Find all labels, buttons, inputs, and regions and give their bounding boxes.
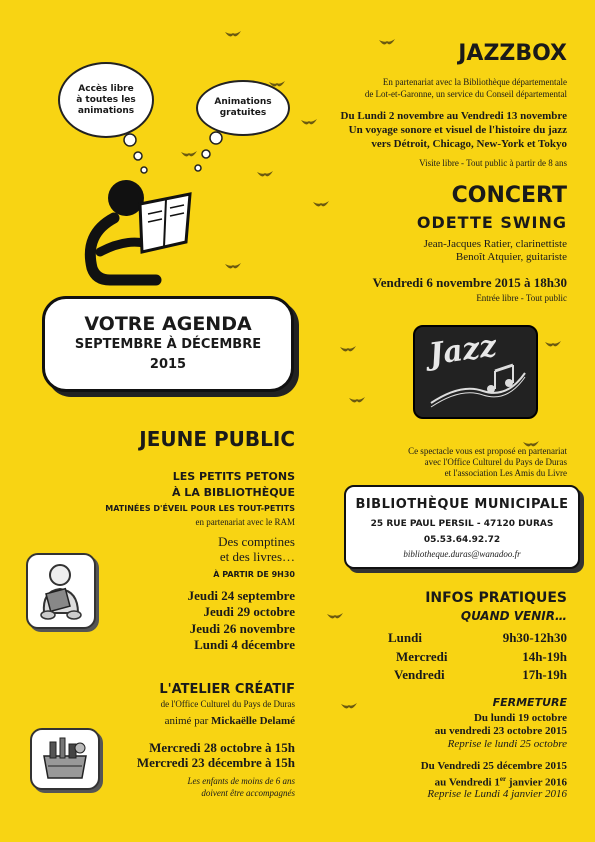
jazzbox-title: JAZZBOX bbox=[458, 41, 567, 66]
bird-icon bbox=[378, 38, 396, 48]
library-name: BIBLIOTHÈQUE MUNICIPALE bbox=[355, 497, 569, 512]
concert-subtitle: ODETTE SWING bbox=[416, 213, 567, 232]
jazz-logo bbox=[413, 325, 538, 419]
atelier-date-1: Mercredi 28 octobre à 15h bbox=[149, 740, 295, 755]
library-phone[interactable]: 05.53.64.92.72 bbox=[423, 535, 501, 545]
atelier-title: L'ATELIER CRÉATIF bbox=[159, 682, 295, 697]
reader-figure-icon bbox=[70, 176, 200, 286]
bird-icon bbox=[224, 262, 242, 272]
hours-day-vendredi: Vendredi bbox=[394, 667, 445, 682]
jazzbox-partner-2: de Lot-et-Garonne, un service du Conseil départemental bbox=[364, 89, 567, 99]
bird-icon bbox=[348, 396, 366, 406]
jazzbox-visit: Visite libre - Tout public à partir de 8 ans bbox=[419, 158, 567, 168]
closure-1-start: Du lundi 19 octobre bbox=[473, 712, 567, 724]
library-box bbox=[344, 485, 580, 569]
petits-petons-date-2: Jeudi 29 octobre bbox=[203, 604, 295, 619]
atelier-org: de l'Office Culturel du Pays de Duras bbox=[160, 699, 295, 709]
hours-day-lundi: Lundi bbox=[388, 630, 422, 645]
baby-reading-icon bbox=[34, 561, 88, 621]
petits-petons-date-3: Jeudi 26 novembre bbox=[189, 621, 295, 636]
jazzbox-desc-1: Un voyage sonore et visuel de l'histoire du jazz bbox=[348, 124, 567, 136]
bubble-free-events-text: Animations gratuites bbox=[214, 97, 272, 118]
closure-1-reprise: Reprise le lundi 25 octobre bbox=[447, 738, 567, 750]
infos-title: INFOS PRATIQUES bbox=[425, 590, 567, 606]
petits-petons-title-2: À LA BIBLIOTHÈQUE bbox=[171, 486, 295, 499]
atelier-host-prefix: animé par bbox=[164, 715, 209, 727]
partnership-line-2: avec l'Office Culturel du Pays de Duras bbox=[424, 457, 567, 467]
closure-2-end-post: janvier 2016 bbox=[506, 776, 567, 789]
petits-petons-subtitle: MATINÉES D'ÉVEIL POUR LES TOUT-PETITS bbox=[105, 504, 295, 513]
petits-petons-partner: en partenariat avec le RAM bbox=[195, 517, 295, 527]
hours-day-mercredi: Mercredi bbox=[396, 649, 448, 664]
agenda-box bbox=[42, 296, 294, 392]
bird-icon bbox=[300, 118, 318, 128]
bird-icon bbox=[312, 200, 330, 210]
petits-petons-title-1: LES PETITS PETONS bbox=[172, 470, 295, 483]
petits-petons-desc-2: et des livres… bbox=[219, 549, 295, 564]
concert-entry: Entrée libre - Tout public bbox=[476, 293, 567, 303]
concert-artist-2: Benoît Atquier, guitariste bbox=[455, 251, 567, 263]
atelier-note-1: Les enfants de moins de 6 ans bbox=[187, 776, 295, 786]
petits-petons-time: À PARTIR DE 9H30 bbox=[213, 570, 295, 579]
jazzbox-partner-1: En partenariat avec la Bibliothèque départementale bbox=[382, 77, 567, 87]
agenda-year: 2015 bbox=[149, 357, 187, 372]
jazz-logo-text: Jazz bbox=[426, 328, 499, 373]
bird-icon bbox=[340, 702, 358, 712]
hours-time-vendredi: 17h-19h bbox=[522, 667, 567, 682]
closure-2-end-pre: au Vendredi 1 bbox=[434, 776, 500, 789]
craft-image bbox=[30, 728, 100, 790]
concert-date: Vendredi 6 novembre 2015 à 18h30 bbox=[372, 275, 567, 290]
bird-icon bbox=[544, 340, 562, 350]
closure-2-end-sup: er bbox=[499, 775, 507, 783]
closure-2-reprise: Reprise le Lundi 4 janvier 2016 bbox=[427, 788, 567, 800]
bubble-free-access bbox=[58, 62, 154, 138]
fermeture-title: FERMETURE bbox=[492, 696, 567, 709]
library-email[interactable]: bibliotheque.duras@wanadoo.fr bbox=[403, 549, 521, 559]
craft-icon bbox=[38, 736, 92, 782]
petits-petons-date-1: Jeudi 24 septembre bbox=[187, 588, 295, 603]
atelier-date-2: Mercredi 23 décembre à 15h bbox=[136, 755, 295, 770]
bird-icon bbox=[326, 612, 344, 622]
concert-artist-1: Jean-Jacques Ratier, clarinettiste bbox=[423, 238, 567, 250]
petits-petons-desc-1: Des comptines bbox=[218, 534, 295, 549]
atelier-host-name: Mickaëlle Delamé bbox=[211, 715, 295, 727]
agenda-period: SEPTEMBRE À DÉCEMBRE bbox=[74, 337, 262, 352]
bubble-free-access-text: Accès libre à toutes les animations bbox=[76, 83, 136, 116]
bubble-free-events bbox=[196, 80, 290, 136]
infos-quand: QUAND VENIR… bbox=[460, 609, 567, 623]
closure-2-start: Du Vendredi 25 décembre 2015 bbox=[420, 760, 567, 772]
bird-icon bbox=[256, 170, 274, 180]
library-address: 25 RUE PAUL PERSIL - 47120 DURAS bbox=[370, 519, 554, 529]
partnership-line-1: Ce spectacle vous est proposé en partenariat bbox=[408, 446, 567, 456]
petits-petons-date-4: Lundi 4 décembre bbox=[194, 637, 295, 652]
concert-title: CONCERT bbox=[451, 183, 567, 208]
baby-reading-image bbox=[26, 553, 96, 629]
atelier-host bbox=[165, 715, 295, 728]
atelier-note-2: doivent être accompagnés bbox=[201, 788, 295, 798]
agenda-title: VOTRE AGENDA bbox=[84, 313, 252, 335]
jeune-public-title: JEUNE PUBLIC bbox=[139, 427, 295, 451]
jazzbox-dates: Du Lundi 2 novembre au Vendredi 13 novembre bbox=[340, 110, 567, 122]
bird-icon bbox=[339, 345, 357, 355]
hours-time-lundi: 9h30-12h30 bbox=[502, 630, 567, 645]
hours-time-mercredi: 14h-19h bbox=[522, 649, 567, 664]
bird-icon bbox=[224, 30, 242, 40]
jazzbox-desc-2: vers Détroit, Chicago, New-York et Tokyo bbox=[371, 138, 567, 150]
closure-1-end: au vendredi 23 octobre 2015 bbox=[434, 725, 567, 737]
partnership-line-3: et l'association Les Amis du Livre bbox=[444, 468, 567, 478]
